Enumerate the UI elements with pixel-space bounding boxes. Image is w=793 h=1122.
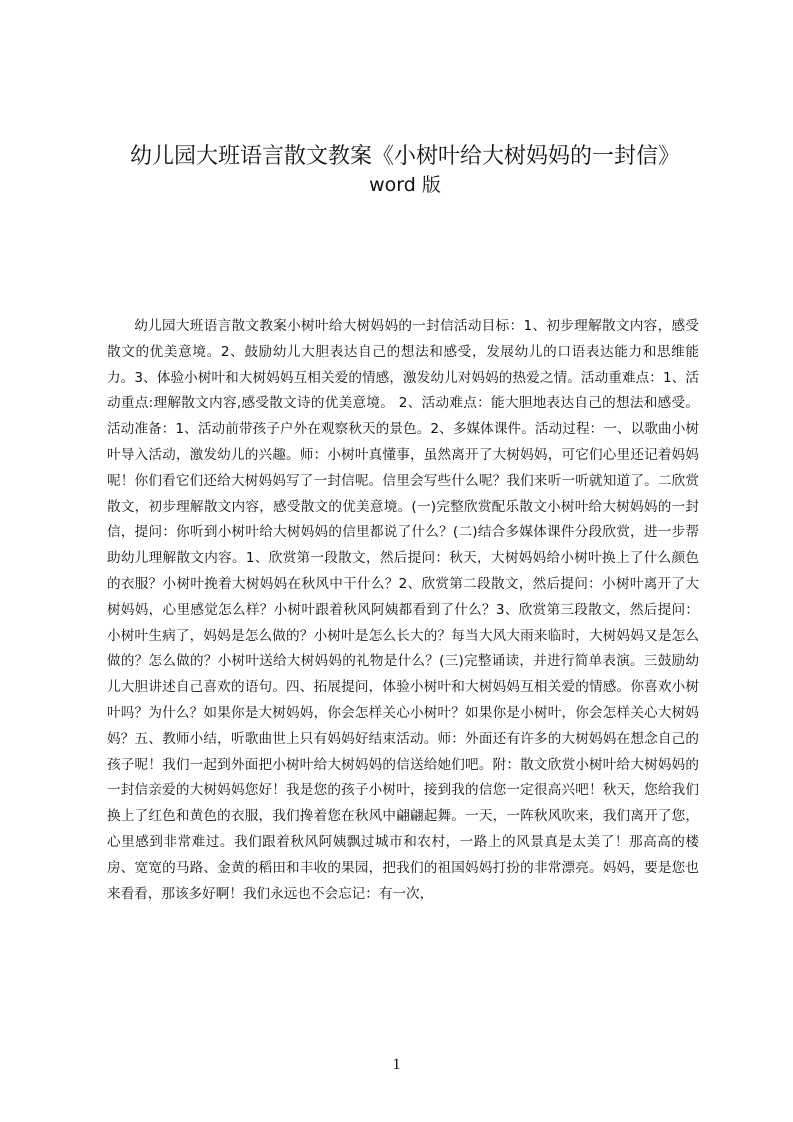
page-number: 1	[392, 1056, 401, 1073]
title-line-2: word 版	[369, 174, 441, 196]
document-title	[60, 143, 750, 198]
body-paragraph: 幼儿园大班语言散文教案小树叶给大树妈妈的一封信活动目标：1、初步理解散文内容，感受散文的优美意境。2、鼓励幼儿大胆表达自己的想法和感受，发展幼儿的口语表达能力和思维能力。3、体验小树叶和大树妈妈互相关爱的情感，激发幼儿对妈妈的热爱之情。活动重难点：1、活动重点:理解散文内容,感受散文诗的优美意境。 2、活动难点：能大胆地表达自己的想法和感受。活动准备：1、活动前带孩子户外在观察秋天的景色。2、多媒体课件。活动过程：一、以歌曲小树叶导入活动，激发幼儿的兴趣。师：小树叶真懂事，虽然离开了大树妈妈，可它们心里还记着妈妈呢！你们看它们还给大树妈妈写了一封信呢。信里会写些什么呢？我们来听一听就知道了。二欣赏散文，初步理解散文内容，感受散文的优美意境。(一)完整欣赏配乐散文小树叶给大树妈妈的一封信，提问：你听到小树叶给大树妈妈的信里都说了什么？(二)结合多媒体课件分段欣赏，进一步帮助幼儿理解散文内容。1、欣赏第一段散文，然后提问：秋天，大树妈妈给小树叶换上了什么颜色的衣服？小树叶挽着大树妈妈在秋风中干什么？2、欣赏第二段散文，然后提问：小树叶离开了大树妈妈，心里感觉怎么样？小树叶跟着秋风阿姨都看到了什么？3、欣赏第三段散文，然后提问：小树叶生病了，妈妈是怎么做的？小树叶是怎么长大的？每当大风大雨来临时，大树妈妈又是怎么做的？怎么做的？小树叶送给大树妈妈的礼物是什么？(三)完整诵读，并进行简单表演。三鼓励幼儿大胆讲述自己喜欢的语句。四、拓展提问，体验小树叶和大树妈妈互相关爱的情感。你喜欢小树叶吗？为什么？如果你是大树妈妈，你会怎样关心小树叶？如果你是小树叶，你会怎样关心大树妈妈？五、教师小结，听歌曲世上只有妈妈好结束活动。师：外面还有许多的大树妈妈在想念自己的孩子呢！我们一起到外面把小树叶给大树妈妈的信送给她们吧。附：散文欣赏小树叶给大树妈妈的一封信亲爱的大树妈妈您好！我是您的孩子小树叶，接到我的信您一定很高兴吧！秋天，您给我们换上了红色和黄色的衣服，我们搀着您在秋风中翩翩起舞。一天，一阵秋风吹来，我们离开了您，心里感到非常难过。我们跟着秋风阿姨飘过城市和农村，一路上的风景真是太美了！那高高的楼房、宽宽的马路、金黄的稻田和丰收的果园，把我们的祖国妈妈打扮的非常漂亮。妈妈，要是您也来看看，那该多好啊！我们永远也不会忘记：有一次，	[107, 318, 699, 902]
title-line-1: 幼儿园大班语言散文教案《小树叶给大树妈妈的一封信》	[129, 144, 680, 169]
